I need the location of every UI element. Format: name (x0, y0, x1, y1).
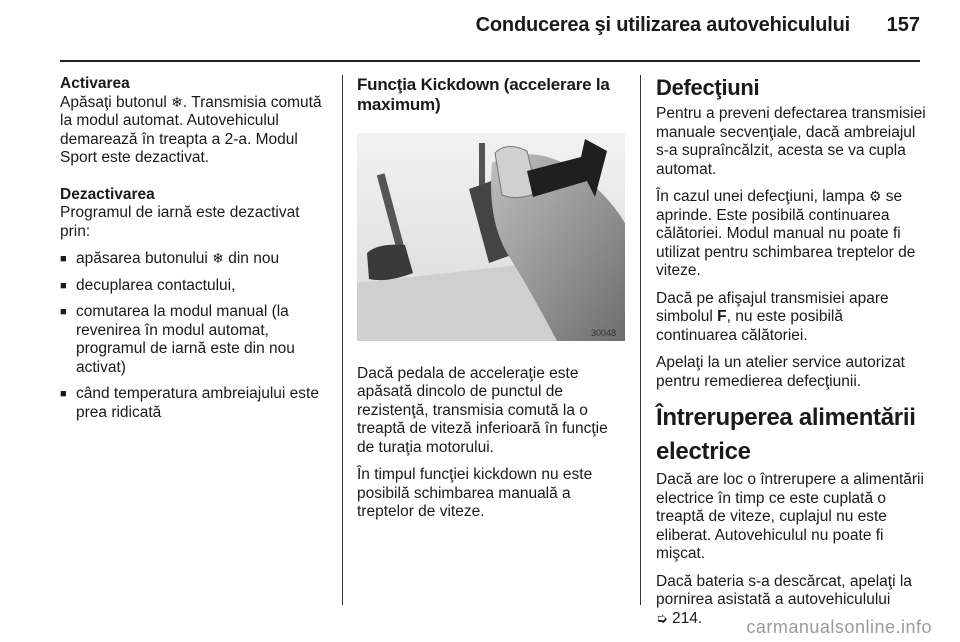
header-rule (60, 60, 920, 62)
activarea-text: Apăsaţi butonul ❄. Transmisia comută la modul automat. Autovehiculul demarează în treapta a 2-a. Modul Sport este dezactivat. (60, 93, 322, 166)
kickdown-para-2: În timpul funcţiei kickdown nu este posibilă schimbarea manuală a treptelor de viteze. (357, 466, 593, 520)
kickdown-pedal-illustration (357, 133, 625, 341)
symbol-f: F (717, 308, 727, 325)
dezactivarea-heading: Dezactivarea (60, 185, 155, 203)
gear-fault-icon: ⚙ (868, 189, 882, 205)
kickdown-para-1: Dacă pedala de acceleraţie este apăsată dincolo de punctul de rezistenţă, transmisia comută la o treaptă de viteză inferioară în funcţie de turaţia motorului. (357, 364, 608, 456)
defectiuni-heading: Defecţiuni (656, 75, 760, 100)
snowflake-icon: ❄ (212, 251, 224, 267)
page-title: Conducerea şi utilizarea autovehiculului (475, 14, 850, 36)
column-3 (656, 75, 926, 637)
defectiuni-para-1: Pentru a preveni defectarea transmisiei manuale secvenţiale, dacă ambreiajul s-a supraîncălzit, acesta se va cupla automat. (656, 105, 926, 178)
column-divider (342, 75, 343, 605)
activarea-heading: Activarea (60, 75, 130, 92)
figure-number: 30048 (591, 328, 617, 338)
page-header (0, 0, 960, 62)
intrerupere-para-2: Dacă bateria s-a descărcat, apelaţi la pornirea asistată a autovehiculului ➭ 214. (656, 572, 912, 627)
list-item: ■ când temperatura ambreiajului este prea ridicată (60, 385, 328, 422)
dezactivarea-text: Programul de iarnă este dezactivat prin: (60, 204, 300, 240)
brake-pedal (367, 245, 413, 280)
column-2 (357, 75, 625, 531)
deactivation-list (60, 250, 328, 422)
page-reference[interactable]: 214. (672, 609, 703, 627)
defectiuni-para-2: În cazul unei defecţiuni, lampa ⚙ se aprinde. Este posibilă continuarea călătoriei. Modul manual nu poate fi utilizat pentru schimbarea treptelor de viteze. (656, 188, 916, 279)
intrerupere-heading: Întreruperea alimentării electrice (656, 404, 916, 465)
list-item: ■ apăsarea butonului ❄ din nou (60, 250, 328, 269)
watermark: carmanualsonline.info (746, 617, 932, 637)
page-number: 157 (886, 14, 920, 36)
column-divider (640, 75, 641, 605)
kickdown-heading: Funcţia Kickdown (accelerare la maximum) (357, 75, 610, 114)
snowflake-icon: ❄ (171, 94, 183, 111)
list-item: ■ comutarea la modul manual (la revenirea în modul automat, programul de iarnă este din nou activat) (60, 303, 328, 377)
defectiuni-para-3: Dacă pe afişajul transmisiei apare simbolul F, nu este posibilă continuarea călătoriei. (656, 289, 889, 344)
column-1 (60, 75, 328, 430)
defectiuni-para-4: Apelaţi la un atelier service autorizat pentru remedierea defecţiunii. (656, 354, 905, 390)
ref-arrow-icon: ➭ (656, 610, 668, 627)
list-item: ■ decuplarea contactului, (60, 277, 328, 296)
intrerupere-para-1: Dacă are loc o întrerupere a alimentării electrice în timp ce este cuplată o treaptă de viteze, cuplajul nu este eliberat. Autovehiculul nu poate fi mişcat. (656, 471, 924, 562)
